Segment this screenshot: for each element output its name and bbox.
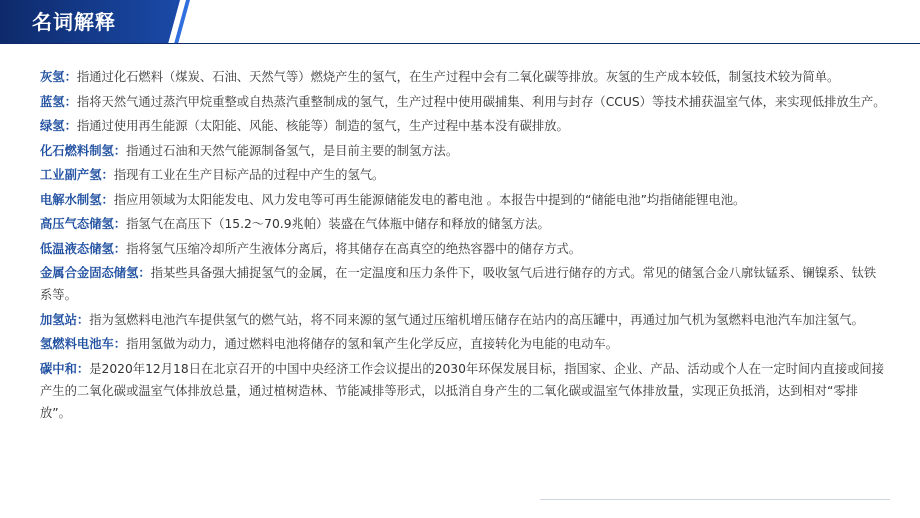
glossary-definition: 指现有工业在生产目标产品的过程中产生的氢气。 (113, 168, 385, 182)
glossary-entry (40, 140, 886, 162)
glossary-term: 化石燃料制氢 (40, 143, 114, 158)
term-separator: ： (113, 217, 127, 231)
footer-divider (540, 499, 890, 500)
glossary-term: 工业副产氢 (40, 168, 102, 182)
glossary-term: 氢燃料电池车 (40, 337, 114, 351)
glossary-definition: 指为氢燃料电池汽车提供氢气的燃气站，将不同来源的氢气通过压缩机增压储存在站内的高压罐中，再通过加气机为氢燃料电池汽车加注氢气。 (89, 312, 864, 327)
term-separator: ： (64, 70, 77, 84)
term-separator: ： (138, 266, 151, 280)
glossary-term: 高压气态储氢 (40, 217, 114, 231)
glossary-term: 绿氢 (40, 119, 65, 133)
glossary-entry (40, 238, 886, 260)
term-separator: ： (76, 361, 90, 376)
term-separator: ： (64, 94, 77, 109)
glossary-term: 灰氢 (40, 70, 65, 84)
glossary-definition: 是2020年12月18日在北京召开的中国中央经济工作会议提出的2030年环保发展目标，指国家、企业、产品、活动或个人在一定时间内直接或间接产生的二氧化碳或温室气体排放总量，通过植树造林、节能减排等形式，以抵消自身产生的二氧化碳或温室气体排放量，实现正负抵消，达到相对“零排放”。 (40, 361, 885, 420)
glossary-entry (40, 358, 886, 424)
glossary-definition: 指通过化石燃料（煤炭、石油、天然气等）燃烧产生的氢气，在生产过程中会有二氧化碳等排放。灰氢的生产成本较低，制氢技术较为简单。 (76, 70, 840, 84)
header-banner (0, 0, 920, 44)
glossary-entry (40, 213, 886, 235)
glossary-term: 低温液态储氢 (40, 241, 114, 256)
glossary-definition: 指将氢气压缩冷却所产生液体分离后，将其储存在高真空的绝热容器中的储存方式。 (126, 241, 582, 256)
glossary-entry (40, 91, 886, 113)
glossary-entry (40, 309, 886, 331)
page-title: 名词解释 (32, 10, 116, 34)
glossary-definition: 指通过石油和天然气能源制备氢气，是目前主要的制氢方法。 (126, 143, 459, 158)
term-separator: ： (113, 143, 127, 158)
glossary-entry (40, 189, 886, 211)
glossary-definition: 指用氢做为动力，通过燃料电池将储存的氢和氧产生化学反应，直接转化为电能的电动车。 (126, 337, 618, 351)
glossary-entry (40, 115, 886, 137)
glossary-definition: 指将天然气通过蒸汽甲烷重整或自热蒸汽重整制成的氢气，生产过程中使用碳捕集、利用与封存（CCUS）等技术捕获温室气体，来实现低排放生产。 (76, 94, 886, 109)
glossary-definition: 指某些具备强大捕捉氢气的金属，在一定温度和压力条件下，吸收氢气后进行储存的方式。常见的储氢合金八廓钛锰系、镧镍系、钛铁系等。 (40, 266, 877, 302)
glossary-definition: 指应用领域为太阳能发电、风力发电等可再生能源储能发电的蓄电池 。本报告中提到的“储能电池”均指储能锂电池。 (113, 192, 746, 207)
glossary-entry (40, 66, 886, 88)
glossary-entry (40, 164, 886, 186)
glossary-definition: 指氢气在高压下（15.2～70.9兆帕）装盛在气体瓶中储存和释放的储氢方法。 (126, 217, 550, 231)
term-separator: ： (64, 119, 77, 133)
term-separator: ： (101, 168, 114, 182)
glossary-list (40, 66, 886, 426)
glossary-term: 加氢站 (40, 312, 77, 327)
term-separator: ： (113, 337, 127, 351)
term-separator: ： (113, 241, 127, 256)
term-separator: ： (76, 312, 90, 327)
glossary-term: 金属合金固态储氢 (40, 266, 139, 280)
glossary-term: 碳中和 (40, 361, 77, 376)
term-separator: ： (101, 192, 114, 207)
glossary-term: 蓝氢 (40, 94, 65, 109)
glossary-entry (40, 333, 886, 355)
glossary-term: 电解水制氢 (40, 192, 102, 207)
glossary-entry (40, 262, 886, 306)
glossary-definition: 指通过使用再生能源（太阳能、风能、核能等）制造的氢气，生产过程中基本没有碳排放。 (76, 119, 569, 133)
